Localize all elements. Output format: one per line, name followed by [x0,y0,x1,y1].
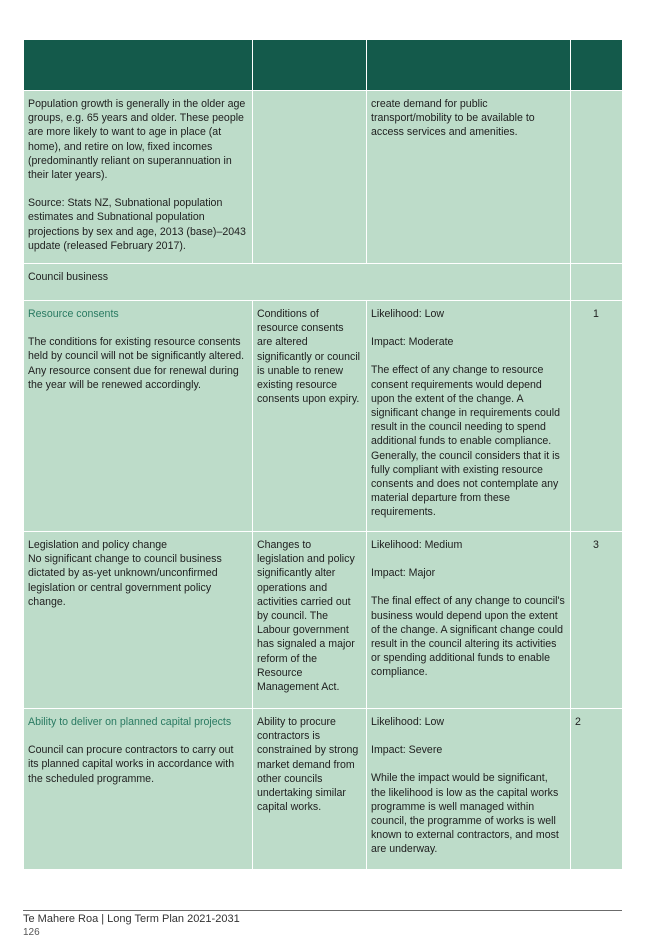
section-heading: Council business [24,264,571,301]
table-row-capital-projects [24,709,623,870]
risk-cell [253,301,367,532]
section-spacer-cell [571,264,623,301]
assumption-title: Legislation and policy change [28,539,167,551]
likelihood-text: Likelihood: Low [371,308,445,320]
risk-text: Ability to procure contractors is constrained by strong market demand from other councils undertaking similar capital works. [257,716,359,814]
assumption-text: The conditions for existing resource consents held by council will not be significantly altered. Any resource consent due for renewal during the year will be renewed accordingly. [28,336,245,391]
assumption-title: Resource consents [28,308,119,320]
table-header-row [24,40,623,91]
table-row-population [24,91,623,264]
footer-title: Te Mahere Roa | Long Term Plan 2021-2031 [23,913,240,925]
impact-text: Impact: Severe [371,744,443,757]
effect-text: The final effect of any change to council's business would depend upon the extent of the change. A significant change could result in the council altering its activities or spending additional funds to enable compliance. [371,595,565,679]
reference-cell [571,709,623,870]
likelihood-text: Likelihood: Medium [371,539,463,551]
risk-cell [253,532,367,709]
table-section-row [24,264,623,301]
header-cell [24,40,253,91]
reference-cell [571,301,623,532]
risk-text: Changes to legislation and policy significantly alter operations and activities carried out by council. The Labour government has signaled a major reform of the Resource Management Act. [257,539,355,694]
effect-text: The effect of any change to resource consent requirements would depend upon the extent of the change. A significant change in requirements could result in the council needing to spend additional funds to enable compliance. Generally, the council considers that it is fully compliant with existing resource consents and does not contemplate any material departure from these requirements. [371,364,561,519]
header-cell [367,40,571,91]
assumption-text: Population growth is generally in the older age groups, e.g. 65 years and older. These people are more likely to want to age in place (at home), and retire on low, fixed incomes (predominantly reliant on superannuation in their later years). [28,98,246,182]
assumption-cell [24,301,253,532]
impact-text: Impact: Major [371,567,436,580]
assumption-title: Ability to deliver on planned capital projects [28,716,232,728]
table-row-resource-consents [24,301,623,532]
risk-cell [253,709,367,870]
assumption-text: No significant change to council business dictated by as-yet unknown/unconfirmed legislation or central government policy change. [28,553,222,608]
source-text: Source: Stats NZ, Subnational population estimates and Subnational population projections by sex and age, 2013 (base)–2043 update (released February 2017). [28,197,246,252]
impact-text: Impact: Moderate [371,336,454,349]
header-cell [253,40,367,91]
assumption-cell [24,709,253,870]
reference-cell [571,532,623,709]
effect-cell [367,532,571,709]
table-row-legislation [24,532,623,709]
header-cell [571,40,623,91]
reference-number: 1 [593,308,599,320]
assumption-text: Council can procure contractors to carry out its planned capital works in accordance with the scheduled programme. [28,744,235,785]
reference-number: 2 [575,716,581,728]
reference-number: 3 [593,539,599,551]
effect-cell [367,709,571,870]
effect-cell [367,91,571,264]
assumption-cell [24,91,253,264]
effect-text: While the impact would be significant, the likelihood is low as the capital works programme is well managed within council, the programme of works is well known to external contractors, and most are underway. [371,772,559,856]
assumption-cell [24,532,253,709]
page-number: 126 [23,927,40,938]
effect-cell [367,301,571,532]
effect-text: create demand for public transport/mobility to be available to access services and amenities. [371,98,535,139]
assumptions-table [23,39,623,870]
reference-cell [571,91,623,264]
risk-cell [253,91,367,264]
likelihood-text: Likelihood: Low [371,716,445,728]
risk-text: Conditions of resource consents are altered significantly or council is unable to renew existing resource consents upon expiry. [257,308,361,406]
footer-divider [23,910,622,911]
